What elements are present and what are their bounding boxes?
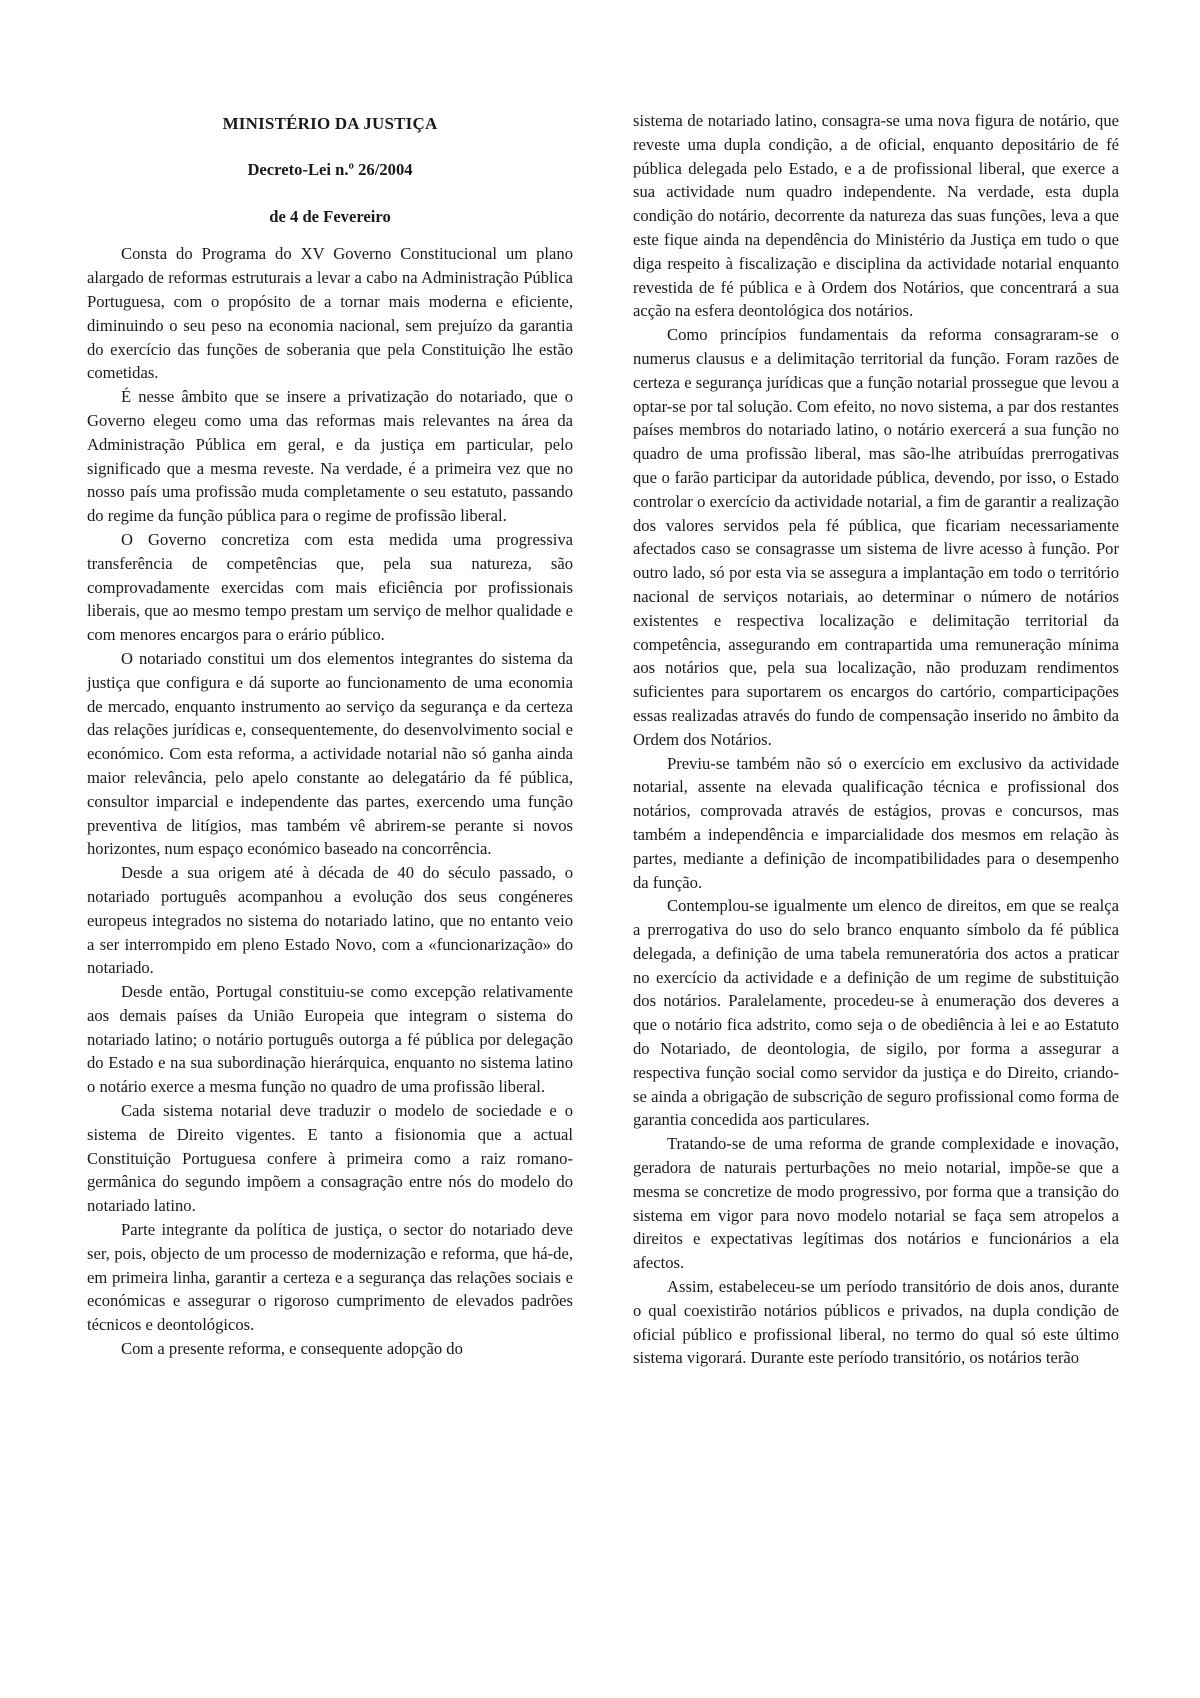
paragraph: Com a presente reforma, e consequente adopção do	[121, 1339, 463, 1359]
left-column	[87, 112, 573, 1361]
paragraph: Desde a sua origem até à década de 40 do século passado, o notariado português acompanhou a evolução dos seus congéneres europeus integrados no sistema do notariado latino, que no entanto veio a ser interrompido em pleno Estado Novo, com a «funcionarização» do notariado.	[87, 863, 573, 978]
paragraph: Consta do Programa do XV Governo Constitucional um plano alargado de reformas estruturais a levar a cabo na Administração Pública Portuguesa, com o propósito de a tornar mais moderna e eficiente, diminuindo o seu peso na economia nacional, sem prejuízo da garantia do exercício das funções de soberania que pela Constituição lhe estão cometidas.	[87, 244, 573, 383]
paragraph: Desde então, Portugal constituiu-se como excepção relativamente aos demais países da União Europeia que integram o sistema do notariado latino; o notário português outorga a fé pública por delegação do Estado e na sua subordinação hierárquica, enquanto no sistema latino o notário exerce a mesma função no quadro de uma profissão liberal.	[87, 982, 573, 1097]
paragraph: Contemplou-se igualmente um elenco de direitos, em que se realça a prerrogativa do uso do selo branco enquanto símbolo da fé pública delegada, a definição de uma tabela remuneratória dos actos a praticar no exercício da actividade e a definição de um regime de substituição dos notários. Paralelamente, procedeu-se à enumeração dos deveres a que o notário fica adstrito, como seja o de obediência à lei e ao Estatuto do Notariado, de deontologia, de sigilo, por forma a assegurar a respectiva função social como servidor da justiça e do Direito, criando-se ainda a obrigação de subscrição de seguro profissional como forma de garantia concedida aos particulares.	[633, 896, 1119, 1130]
paragraph: Cada sistema notarial deve traduzir o modelo de sociedade e o sistema de Direito vigentes. E tanto a fisionomia que a actual Constituição Portuguesa confere à primeira como a raiz romano-germânica do segundo impõem a consagração entre nós do modelo do notariado latino.	[87, 1101, 573, 1216]
paragraph: É nesse âmbito que se insere a privatização do notariado, que o Governo elegeu como uma das reformas mais relevantes na área da Administração Pública em geral, e da justiça em particular, pelo significado que a mesma reveste. Na verdade, é a primeira vez que no nosso país uma profissão muda completamente o seu estatuto, passando do regime da função pública para o regime de profissão liberal.	[87, 387, 573, 526]
ministry-heading: MINISTÉRIO DA JUSTIÇA	[222, 114, 438, 133]
paragraph: O notariado constitui um dos elementos integrantes do sistema da justiça que configura e dá suporte ao funcionamento de uma economia de mercado, enquanto instrumento ao serviço da segurança e da certeza das relações jurídicas e, consequentemente, do desenvolvimento social e económico. Com esta reforma, a actividade notarial não só ganha ainda maior relevância, pelo apelo constante ao delegatário da fé pública, consultor imparcial e independente das partes, exercendo uma função preventiva de litígios, mas também vê abrirem-se perante si novos horizontes, num espaço económico baseado na concorrência.	[87, 648, 573, 859]
paragraph: Como princípios fundamentais da reforma consagraram-se o numerus clausus e a delimitação territorial da função. Foram razões de certeza e segurança jurídicas que a função notarial prossegue que levou a optar-se por tal solução. Com efeito, no novo sistema, a par dos restantes países membros do notariado latino, o notário exercerá a sua função no quadro de uma profissão liberal, mas são-lhe atribuídas prerrogativas que o farão participar da autoridade pública, devendo, por isso, o Estado controlar o exercício da actividade notarial, a fim de garantir a realização dos valores servidos pela fé pública, que ficariam necessariamente afectados caso se consagrasse um sistema de livre acesso à função. Por outro lado, só por esta via se assegura a implantação em todo o território nacional de serviços notariais, ao determinar o número de notários existentes e respectiva localização e delimitação territorial da competência, assegurando em contrapartida uma remuneração mínima aos notários que, pela sua localização, não produzam rendimentos suficientes para suportarem os encargos do cartório, comparticipações essas realizadas através do fundo de compensação inserido no âmbito da Ordem dos Notários.	[633, 325, 1119, 749]
decree-number: Decreto-Lei n.º 26/2004	[247, 159, 413, 179]
paragraph: Previu-se também não só o exercício em exclusivo da actividade notarial, assente na elevada qualificação técnica e profissional dos notários, comprovada através de estágios, provas e concursos, mas também a independência e imparcialidade dos mesmos em relação às partes, mediante a definição de incompatibilidades para o desempenho da função.	[633, 753, 1119, 892]
paragraph: Tratando-se de uma reforma de grande complexidade e inovação, geradora de naturais perturbações no meio notarial, impõe-se que a mesma se concretize de modo progressivo, por forma que a transição do sistema em vigor para novo modelo notarial se faça sem atropelos a direitos e expectativas legítimas dos notários e funcionários a ela afectos.	[633, 1134, 1119, 1273]
paragraph-continuation: sistema de notariado latino, consagra-se uma nova figura de notário, que reveste uma dupla condição, a de oficial, enquanto depositário de fé pública delegada pelo Estado, e a de profissional liberal, que exerce a sua actividade num quadro independente. Na verdade, esta dupla condição do notário, decorrente da natureza das suas funções, leva a que este fique ainda na dependência do Ministério da Justiça em tudo o que diga respeito à fiscalização e disciplina da actividade notarial enquanto revestida de fé pública e à Ordem dos Notários, que concentrará a sua acção na esfera deontológica dos notários.	[633, 111, 1119, 321]
paragraph: Parte integrante da política de justiça, o sector do notariado deve ser, pois, objecto de um processo de modernização e reforma, que há-de, em primeira linha, garantir a certeza e a segurança das relações sociais e económicas e assegurar o rigoroso cumprimento de elevados padrões técnicos e deontológicos.	[87, 1220, 573, 1335]
paragraph: Assim, estabeleceu-se um período transitório de dois anos, durante o qual coexistirão notários públicos e privados, na dupla condição de oficial público e profissional liberal, no termo do qual só este último sistema vigorará. Durante este período transitório, os notários terão	[633, 1277, 1119, 1368]
right-column	[633, 109, 1119, 1370]
decree-date: de 4 de Fevereiro	[269, 206, 391, 226]
paragraph: O Governo concretiza com esta medida uma progressiva transferência de competências que, pela sua natureza, são comprovadamente exercidas com mais eficiência por profissionais liberais, que ao mesmo tempo prestam um serviço de melhor qualidade e com menores encargos para o erário público.	[87, 529, 573, 645]
